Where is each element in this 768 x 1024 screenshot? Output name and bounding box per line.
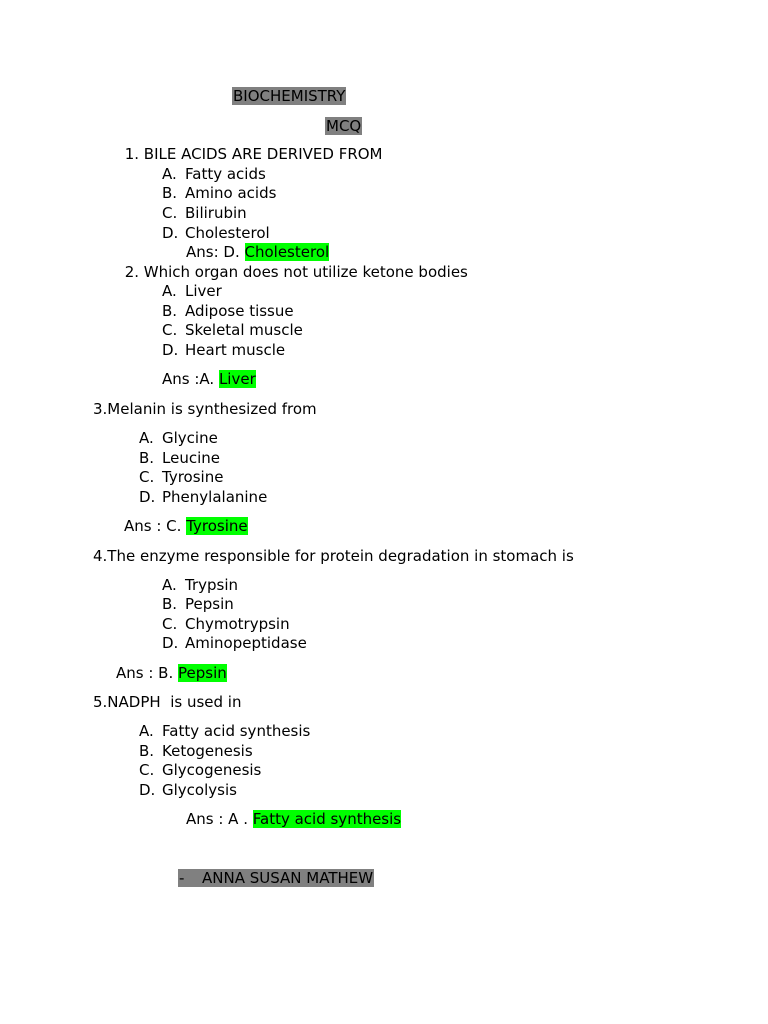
questions-4-options-1-letter-text: B. (139, 742, 155, 760)
answer-5 (186, 810, 401, 828)
option-4d (162, 634, 307, 652)
option-4a (162, 576, 238, 594)
questions-1-number-text: 2. (124, 263, 139, 281)
questions-4-options-3-text-text: Glycolysis (162, 781, 237, 799)
option-2d (162, 341, 285, 359)
questions-1-options-0-text-text: Liver (185, 282, 222, 300)
questions-3-options-2-letter-text: C. (162, 615, 178, 633)
questions-3-options-0-letter-text: A. (162, 576, 177, 594)
questions-0-options-0-text-text: Fatty acids (185, 165, 266, 183)
questions-3-options-3-letter-text: D. (162, 634, 179, 652)
questions-4-options-2-letter-text: C. (139, 761, 155, 779)
questions-2-options-0-text-text: Glycine (162, 429, 218, 447)
page-title (232, 87, 346, 105)
questions-0-options-1-text-text: Amino acids (185, 184, 277, 202)
questions-0-text-text: BILE ACIDS ARE DERIVED FROM (143, 145, 383, 163)
answer-1-highlight: Cholesterol (244, 243, 330, 261)
questions-1-options-1-letter-text: B. (162, 302, 178, 320)
answer-2 (162, 370, 256, 388)
question-2 (116, 263, 468, 281)
author-line (178, 869, 374, 887)
questions-2-options-3-text-text: Phenylalanine (162, 488, 268, 506)
option-2b (162, 302, 294, 320)
questions-2-options-1-text-text: Leucine (162, 449, 220, 467)
questions-1-options-0-letter-text: A. (162, 282, 177, 300)
option-1b (162, 184, 276, 202)
questions-1-options-3-text-text: Heart muscle (185, 341, 286, 359)
option-3b (139, 449, 220, 467)
questions-0-answer_prefix-text: Ans: D. (186, 243, 245, 261)
questions-4-options-3-letter-text: D. (139, 781, 156, 799)
questions-2-answer_prefix-text: Ans : C. (124, 517, 187, 535)
questions-2-options-1-letter-text: B. (139, 449, 155, 467)
option-5b (139, 742, 253, 760)
answer-3 (124, 517, 248, 535)
questions-2-options-2-letter-text: C. (139, 468, 155, 486)
answer-5-highlight: Fatty acid synthesis (252, 810, 402, 828)
option-3a (139, 429, 218, 447)
answer-3-highlight: Tyrosine (186, 517, 248, 535)
questions-4-text-text: 5.NADPH is used in (93, 693, 242, 711)
questions-2-options-3-letter-text: D. (139, 488, 156, 506)
answer-1 (186, 243, 329, 261)
questions-1-options-2-letter-text: C. (162, 321, 178, 339)
option-5c (139, 761, 261, 779)
questions-4-answer_prefix-text: Ans : A . (186, 810, 253, 828)
questions-3-answer_prefix-text: Ans : B. (116, 664, 178, 682)
questions-4-options-2-text-text: Glycogenesis (162, 761, 262, 779)
subtitle-text: MCQ (326, 117, 362, 135)
question-3 (93, 400, 317, 418)
option-2a (162, 282, 222, 300)
author-name: ANNA SUSAN MATHEW (202, 869, 374, 887)
questions-1-options-2-text-text: Skeletal muscle (185, 321, 303, 339)
option-4b (162, 595, 234, 613)
question-1 (116, 145, 383, 163)
option-5a (139, 722, 310, 740)
questions-1-options-1-text-text: Adipose tissue (185, 302, 294, 320)
questions-0-number-text: 1. (124, 145, 139, 163)
questions-0-options-2-letter-text: C. (162, 204, 178, 222)
question-4 (93, 547, 574, 565)
questions-3-options-0-text-text: Trypsin (185, 576, 239, 594)
questions-0-options-0-letter-text: A. (162, 165, 177, 183)
questions-3-options-3-text-text: Aminopeptidase (185, 634, 307, 652)
questions-3-text-text: 4.The enzyme responsible for protein degradation in stomach is (93, 547, 574, 565)
author-highlight (178, 869, 374, 887)
question-5 (93, 693, 241, 711)
questions-2-text-text: 3.Melanin is synthesized from (93, 400, 317, 418)
answer-4 (116, 664, 227, 682)
questions-1-options-3-letter-text: D. (162, 341, 179, 359)
title-text: BIOCHEMISTRY (233, 87, 346, 105)
option-4c (162, 615, 290, 633)
questions-3-options-1-letter-text: B. (162, 595, 178, 613)
option-3c (139, 468, 223, 486)
option-1a (162, 165, 266, 183)
questions-2-options-2-text-text: Tyrosine (162, 468, 224, 486)
questions-0-options-3-text-text: Cholesterol (185, 224, 270, 242)
option-2c (162, 321, 303, 339)
author-dash: - (179, 869, 185, 887)
option-1c (162, 204, 247, 222)
questions-1-text-text: Which organ does not utilize ketone bodies (143, 263, 468, 281)
option-3d (139, 488, 267, 506)
questions-1-answer_prefix-text: Ans :A. (162, 370, 219, 388)
questions-3-options-1-text-text: Pepsin (185, 595, 234, 613)
questions-4-options-0-text-text: Fatty acid synthesis (162, 722, 311, 740)
questions-0-options-3-letter-text: D. (162, 224, 179, 242)
questions-4-options-0-letter-text: A. (139, 722, 154, 740)
option-1d (162, 224, 270, 242)
questions-4-options-1-text-text: Ketogenesis (162, 742, 253, 760)
questions-2-options-0-letter-text: A. (139, 429, 154, 447)
questions-3-options-2-text-text: Chymotrypsin (185, 615, 290, 633)
questions-0-options-2-text-text: Bilirubin (185, 204, 247, 222)
answer-2-highlight: Liver (218, 370, 256, 388)
page-subtitle (325, 117, 362, 135)
option-5d (139, 781, 237, 799)
answer-4-highlight: Pepsin (178, 664, 227, 682)
questions-0-options-1-letter-text: B. (162, 184, 178, 202)
